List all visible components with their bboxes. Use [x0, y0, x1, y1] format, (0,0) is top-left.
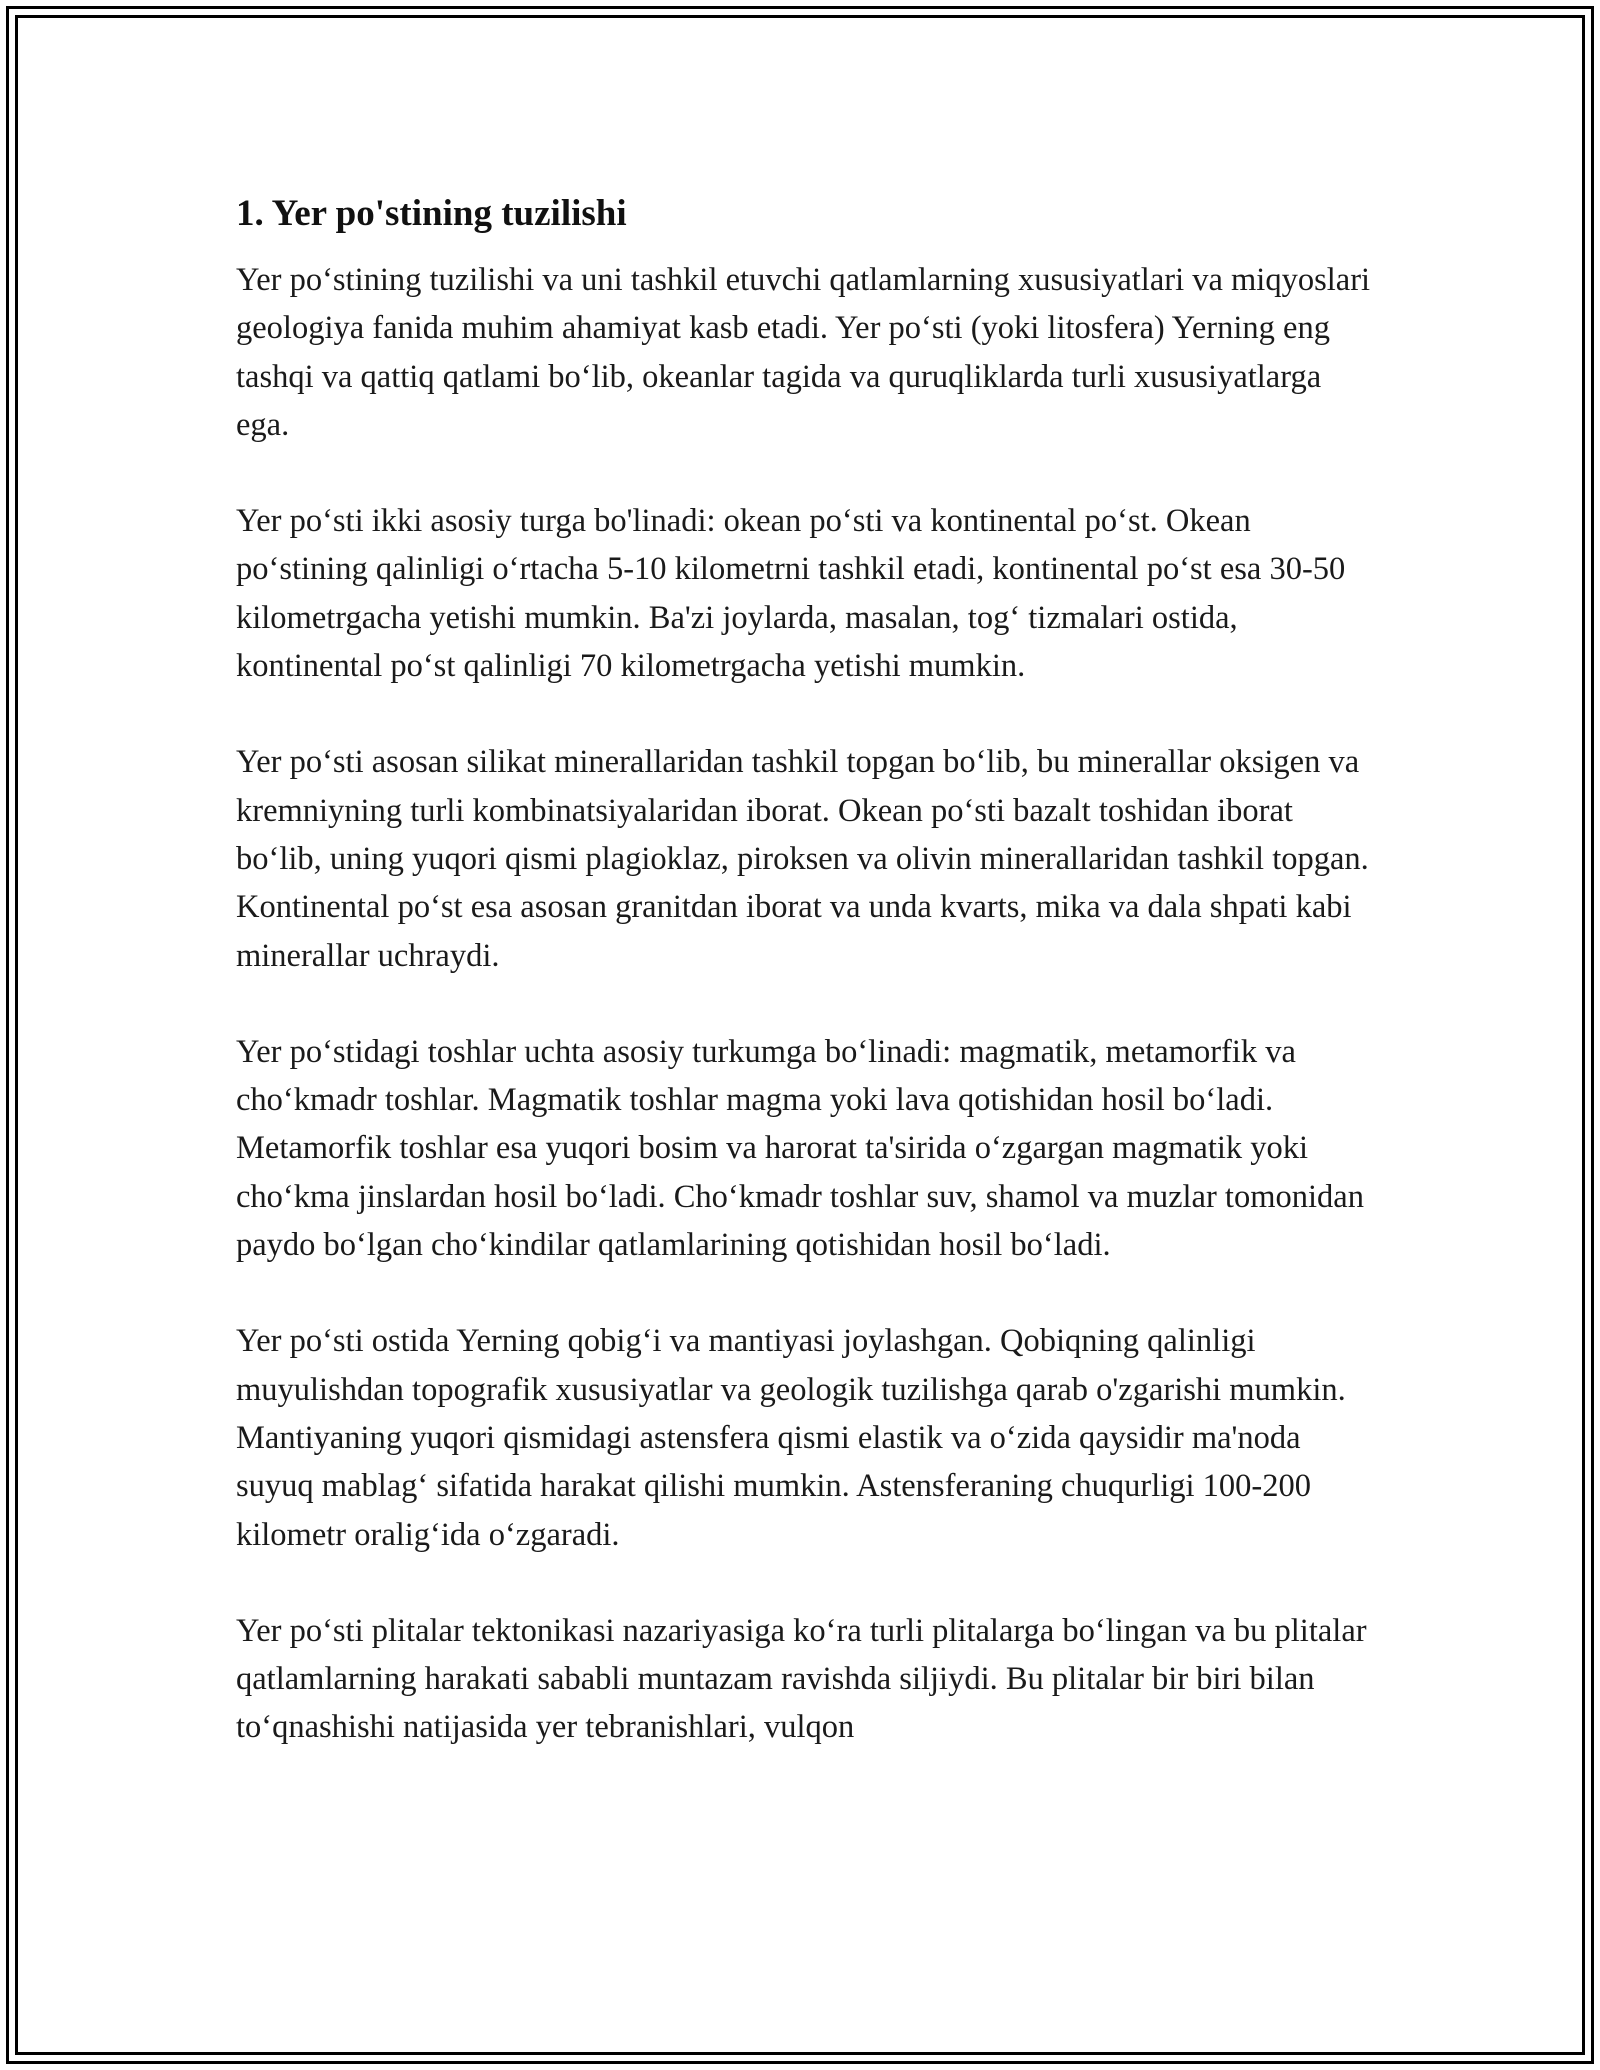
paragraph-2: Yer po‘sti ikki asosiy turga bo'linadi: okean po‘sti va kontinental po‘st. Okean po‘stining qalinligi o‘rtacha 5-10 kilometrni tashkil etadi, kontinental po‘st esa 30-50 kilometrgacha yetishi mumkin. Ba'zi joylarda, masalan, tog‘ tizmalari ostida, kontinental po‘st qalinligi 70 kilometrgacha yetishi mumkin. — [236, 503, 1346, 685]
section-heading: 1. Yer po'stining tuzilishi — [236, 193, 627, 234]
paragraph-3: Yer po‘sti asosan silikat minerallaridan tashkil topgan bo‘lib, bu minerallar oksigen va kremniyning turli kombinatsiyalaridan iborat. Okean po‘sti bazalt toshidan iborat bo‘lib, uning yuqori qismi plagioklaz, piroksen va olivin minerallaridan tashkil topgan. Kontinental po‘st esa asosan granitdan iborat va unda kvarts, mika va dala shpati kabi minerallar uchraydi. — [236, 744, 1369, 974]
paragraph-5: Yer po‘sti ostida Yerning qobig‘i va mantiyasi joylashgan. Qobiqning qalinligi muyulishdan topografik xususiyatlar va geologik tuzilishga qarab o'zgarishi mumkin. Mantiyaning yuqori qismidagi astensfera qismi elastik va o‘zida qaysidir ma'noda suyuq mablag‘ sifatida harakat qilishi mumkin. Astensferaning chuqurligi 100-200 kilometr oralig‘ida o‘zgaradi. — [236, 1323, 1346, 1553]
paragraph-4: Yer po‘stidagi toshlar uchta asosiy turkumga bo‘linadi: magmatik, metamorfik va cho‘kmadr toshlar. Magmatik toshlar magma yoki lava qotishidan hosil bo‘ladi. Metamorfik toshlar esa yuqori bosim va harorat ta'sirida o‘zgargan magmatik yoki cho‘kma jinslardan hosil bo‘ladi. Cho‘kmadr toshlar suv, shamol va muzlar tomonidan paydo bo‘lgan cho‘kindilar qatlamlarining qotishidan hosil bo‘ladi. — [236, 1033, 1364, 1264]
document-body — [236, 186, 1376, 1752]
paragraph-6: Yer po‘sti plitalar tektonikasi nazariyasiga ko‘ra turli plitalarga bo‘lingan va bu plitalar qatlamlarning harakati sababli muntazam ravishda siljiydi. Bu plitalar bir biri bilan to‘qnashishi natijasida yer tebranishlari, vulqon — [236, 1612, 1367, 1746]
paragraph-1: Yer po‘stining tuzilishi va uni tashkil etuvchi qatlamlarning xususiyatlari va miqyoslari geologiya fanida muhim ahamiyat kasb etadi. Yer po‘sti (yoki litosfera) Yerning eng tashqi va qattiq qatlami bo‘lib, okeanlar tagida va quruqliklarda turli xususiyatlarga ega. — [236, 262, 1371, 443]
